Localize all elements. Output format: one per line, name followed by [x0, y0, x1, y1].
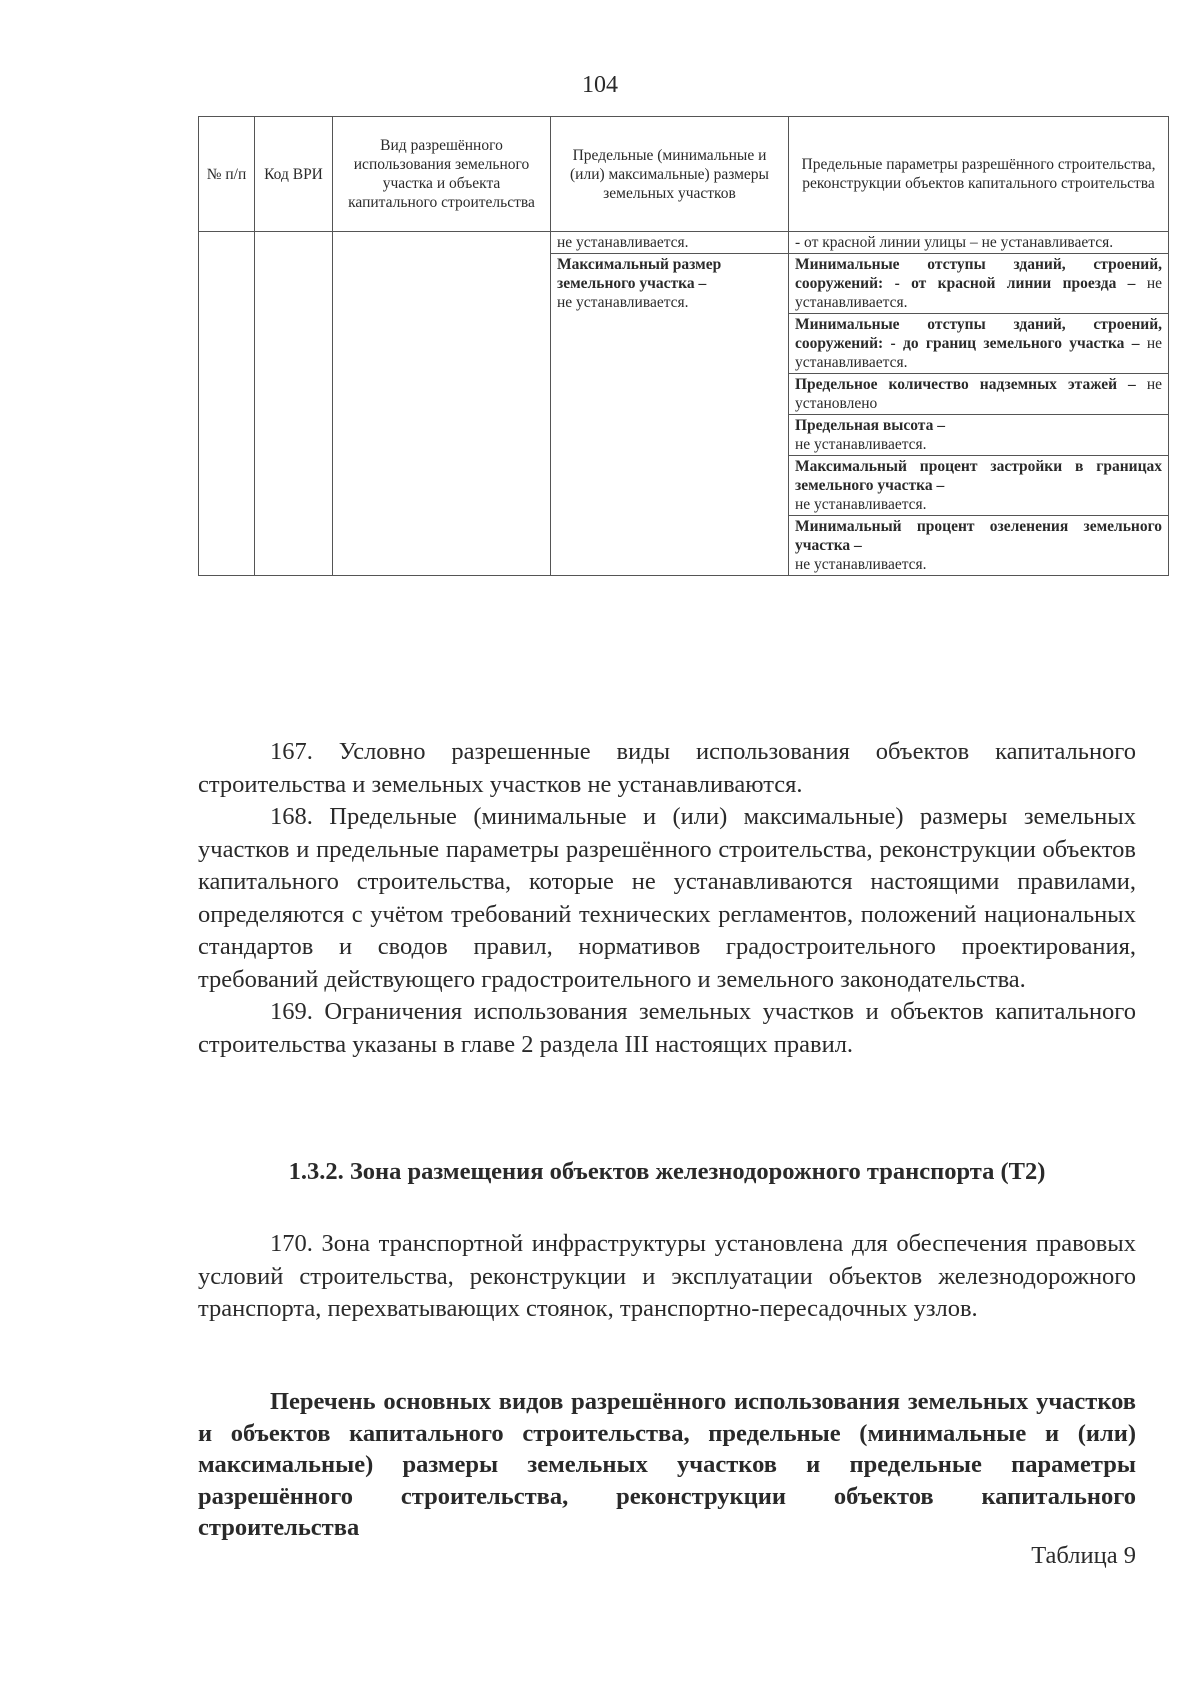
- parameters-table: [198, 116, 1169, 576]
- param-sublabel: - от красной линии проезда –: [894, 275, 1136, 292]
- max-size-entry: [551, 254, 788, 313]
- param-label: Предельное количество надземных этажей –: [795, 376, 1136, 393]
- paragraph-168: 168. Предельные (минимальные и (или) максимальные) размеры земельных участков и предельные параметры разрешённого строительства, реконструкции объектов капитального строительства, которые не устанавливаются настоящими правилами, определяются с учётом требований технических регламентов, положений национальных стандартов и сводов правил, нормативов градостроительного проектирования, требований действующего градостроительного и земельного законодательства.: [198, 803, 1136, 993]
- param-setback-driveway: [789, 254, 1168, 314]
- paragraphs-block-2: [198, 1228, 1136, 1326]
- header-build-params: Предельные параметры разрешённого строительства, реконструкции объектов капитального строительства: [789, 117, 1169, 232]
- list-heading: Перечень основных видов разрешённого использования земельных участков и объектов капитального строительства, предельные (минимальные и (или) максимальные) размеры земельных участков и предельные параметры разрешённого строительства, реконструкции объектов капитального строительства: [198, 1388, 1136, 1541]
- paragraph-167: 167. Условно разрешенные виды использования объектов капитального строительства и земельных участков не устанавливаются.: [198, 738, 1136, 798]
- cell-use-type: [333, 232, 551, 254]
- header-land-sizes: Предельные (минимальные и (или) максимальные) размеры земельных участков: [551, 117, 789, 232]
- cell-sizes: [551, 232, 789, 254]
- params-text: - от красной линии улицы – не устанавливается.: [795, 234, 1114, 251]
- paragraph-170: 170. Зона транспортной инфраструктуры установлена для обеспечения правовых условий строительства, реконструкции и эксплуатации объектов железнодорожного транспорта, перехватывающих стоянок, транспортно-пересадочных узлов.: [198, 1230, 1136, 1322]
- param-floors: [789, 374, 1168, 415]
- paragraphs-block-1: [198, 736, 1136, 1061]
- section-heading: 1.3.2. Зона размещения объектов железнодорожного транспорта (Т2): [288, 1158, 1046, 1185]
- cell-number: [199, 232, 255, 254]
- sizes-text: не устанавливается.: [557, 234, 689, 251]
- param-setback-boundary: [789, 314, 1168, 374]
- header-use-type: Вид разрешённого использования земельного участка и объекта капитального строительства: [333, 117, 551, 232]
- table-header-row: [199, 117, 1169, 232]
- max-size-value: не устанавливается.: [557, 294, 689, 311]
- param-value: не установлено: [795, 376, 1163, 412]
- cell-number: [199, 254, 255, 576]
- param-value: не устанавливается.: [795, 436, 927, 453]
- cell-params: [789, 232, 1169, 254]
- cell-code: [255, 232, 333, 254]
- param-label: Минимальные отступы зданий, строений, сооружений:: [795, 256, 1162, 292]
- table-label: Таблица 9: [1031, 1542, 1136, 1569]
- param-value: не устанавливается.: [795, 275, 1162, 311]
- param-height: [789, 415, 1168, 456]
- cell-sizes: [551, 254, 789, 576]
- paragraph-169: 169. Ограничения использования земельных участков и объектов капитального строительства указаны в главе 2 раздела III настоящих правил.: [198, 998, 1136, 1058]
- cell-params: [789, 254, 1169, 576]
- param-value: не устанавливается.: [795, 335, 1162, 371]
- table-row: [199, 254, 1169, 576]
- header-code: Код ВРИ: [255, 117, 333, 232]
- param-value: не устанавливается.: [795, 496, 927, 513]
- param-value: не устанавливается.: [795, 556, 927, 573]
- cell-use-type: [333, 254, 551, 576]
- param-label: Максимальный процент застройки в границах земельного участка –: [795, 458, 1162, 494]
- param-label: Минимальные отступы зданий, строений, сооружений:: [795, 316, 1162, 352]
- param-label: Минимальный процент озеленения земельного участка –: [795, 518, 1162, 554]
- param-label: Предельная высота –: [795, 417, 945, 434]
- param-max-coverage: [789, 456, 1168, 516]
- param-sublabel: - до границ земельного участка –: [890, 335, 1140, 352]
- table-row: [199, 232, 1169, 254]
- page-number: 104: [582, 72, 618, 98]
- cell-code: [255, 254, 333, 576]
- param-min-greening: [789, 516, 1168, 575]
- max-size-label: Максимальный размер земельного участка –: [557, 256, 722, 292]
- header-number: № п/п: [199, 117, 255, 232]
